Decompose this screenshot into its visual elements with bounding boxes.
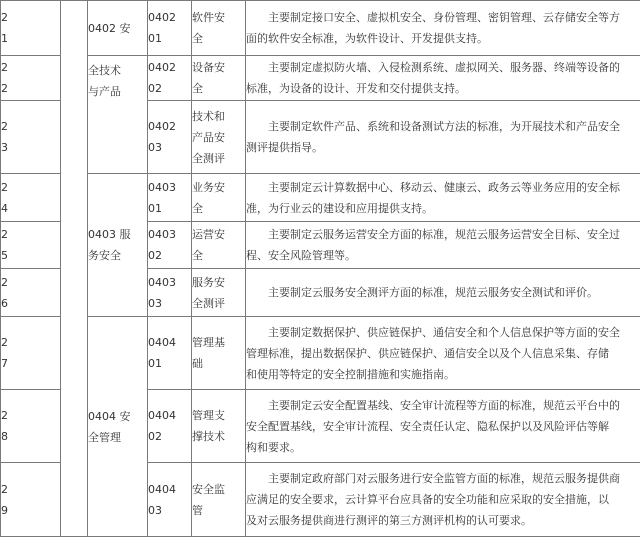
code-cell: 0403 01	[148, 174, 192, 222]
category-cell-0402-cont: 全技术 与产品	[88, 56, 148, 174]
description-cell: 主要制定接口安全、虚拟机安全、身份管理、密钥管理、云存储安全等方 面的软件安全标准，为软件设计、开发提供支持。	[246, 1, 640, 56]
table-row	[1, 56, 640, 101]
name-cell: 设备安 全	[192, 56, 246, 101]
code-cell: 0404 03	[148, 463, 192, 537]
row-index: 2 4	[1, 174, 61, 222]
code-cell: 0402 02	[148, 56, 192, 101]
description-cell: 主要制定云服务运营安全方面的标准，规范云服务运营安全目标、安全过 程、安全风险管理等。	[246, 222, 640, 269]
table-row	[1, 1, 640, 56]
description-cell: 主要制定虚拟防火墙、入侵检测系统、虚拟网关、服务器、终端等设备的 标准，为设备的设计、开发和交付提供支持。	[246, 56, 640, 101]
code-cell: 0402 01	[148, 1, 192, 56]
row-index: 2 1	[1, 1, 61, 56]
code-cell: 0404 02	[148, 390, 192, 463]
row-index: 2 6	[1, 269, 61, 317]
code-cell: 0403 02	[148, 222, 192, 269]
name-cell: 技术和 产品安 全测评	[192, 101, 246, 174]
row-index: 2 9	[1, 463, 61, 537]
row-index: 2 5	[1, 222, 61, 269]
name-cell: 运营安 全	[192, 222, 246, 269]
row-index: 2 3	[1, 101, 61, 174]
name-cell: 管理基 础	[192, 317, 246, 390]
description-cell: 主要制定云安全配置基线、安全审计流程等方面的标准，规范云平台中的 安全配置基线，安全审计流程、安全责任认定、隐私保护以及风险评估等解 构和要求。	[246, 390, 640, 463]
name-cell: 软件安 全	[192, 1, 246, 56]
code-cell: 0403 03	[148, 269, 192, 317]
name-cell: 业务安 全	[192, 174, 246, 222]
name-cell: 管理支 撑技术	[192, 390, 246, 463]
description-cell: 主要制定软件产品、系统和设备测试方法的标准，为开展技术和产品安全 测评提供指导。	[246, 101, 640, 174]
description-cell: 主要制定政府部门对云服务进行安全监管方面的标准，规范云服务提供商 应满足的安全要求，云计算平台应具备的安全功能和应采取的安全措施，以 及对云服务提供商进行测评的第三方测评机构的认可要求。	[246, 463, 640, 537]
description-cell: 主要制定数据保护、供应链保护、通信安全和个人信息保护等方面的安全 管理标准，提出数据保护、供应链保护、通信安全以及个人信息采集、存储 和使用等特定的安全控制措施和实施指南。	[246, 317, 640, 390]
category-cell-0403: 0403 服 务安全	[88, 174, 148, 317]
name-cell: 安全监 管	[192, 463, 246, 537]
name-cell: 服务安 全测评	[192, 269, 246, 317]
code-cell: 0404 01	[148, 317, 192, 390]
blank-column	[61, 1, 88, 537]
table-row	[1, 174, 640, 222]
description-cell: 主要制定云计算数据中心、移动云、健康云、政务云等业务应用的安全标 准，为行业云的建设和应用提供支持。	[246, 174, 640, 222]
table-row	[1, 317, 640, 390]
row-index: 2 7	[1, 317, 61, 390]
code-cell: 0402 03	[148, 101, 192, 174]
category-cell-0402: 0402 安	[88, 1, 148, 56]
description-cell: 主要制定云服务安全测评方面的标准，规范云服务安全测试和评价。	[246, 269, 640, 317]
category-cell-0404: 0404 安 全管理	[88, 317, 148, 537]
row-index: 2 2	[1, 56, 61, 101]
row-index: 2 8	[1, 390, 61, 463]
